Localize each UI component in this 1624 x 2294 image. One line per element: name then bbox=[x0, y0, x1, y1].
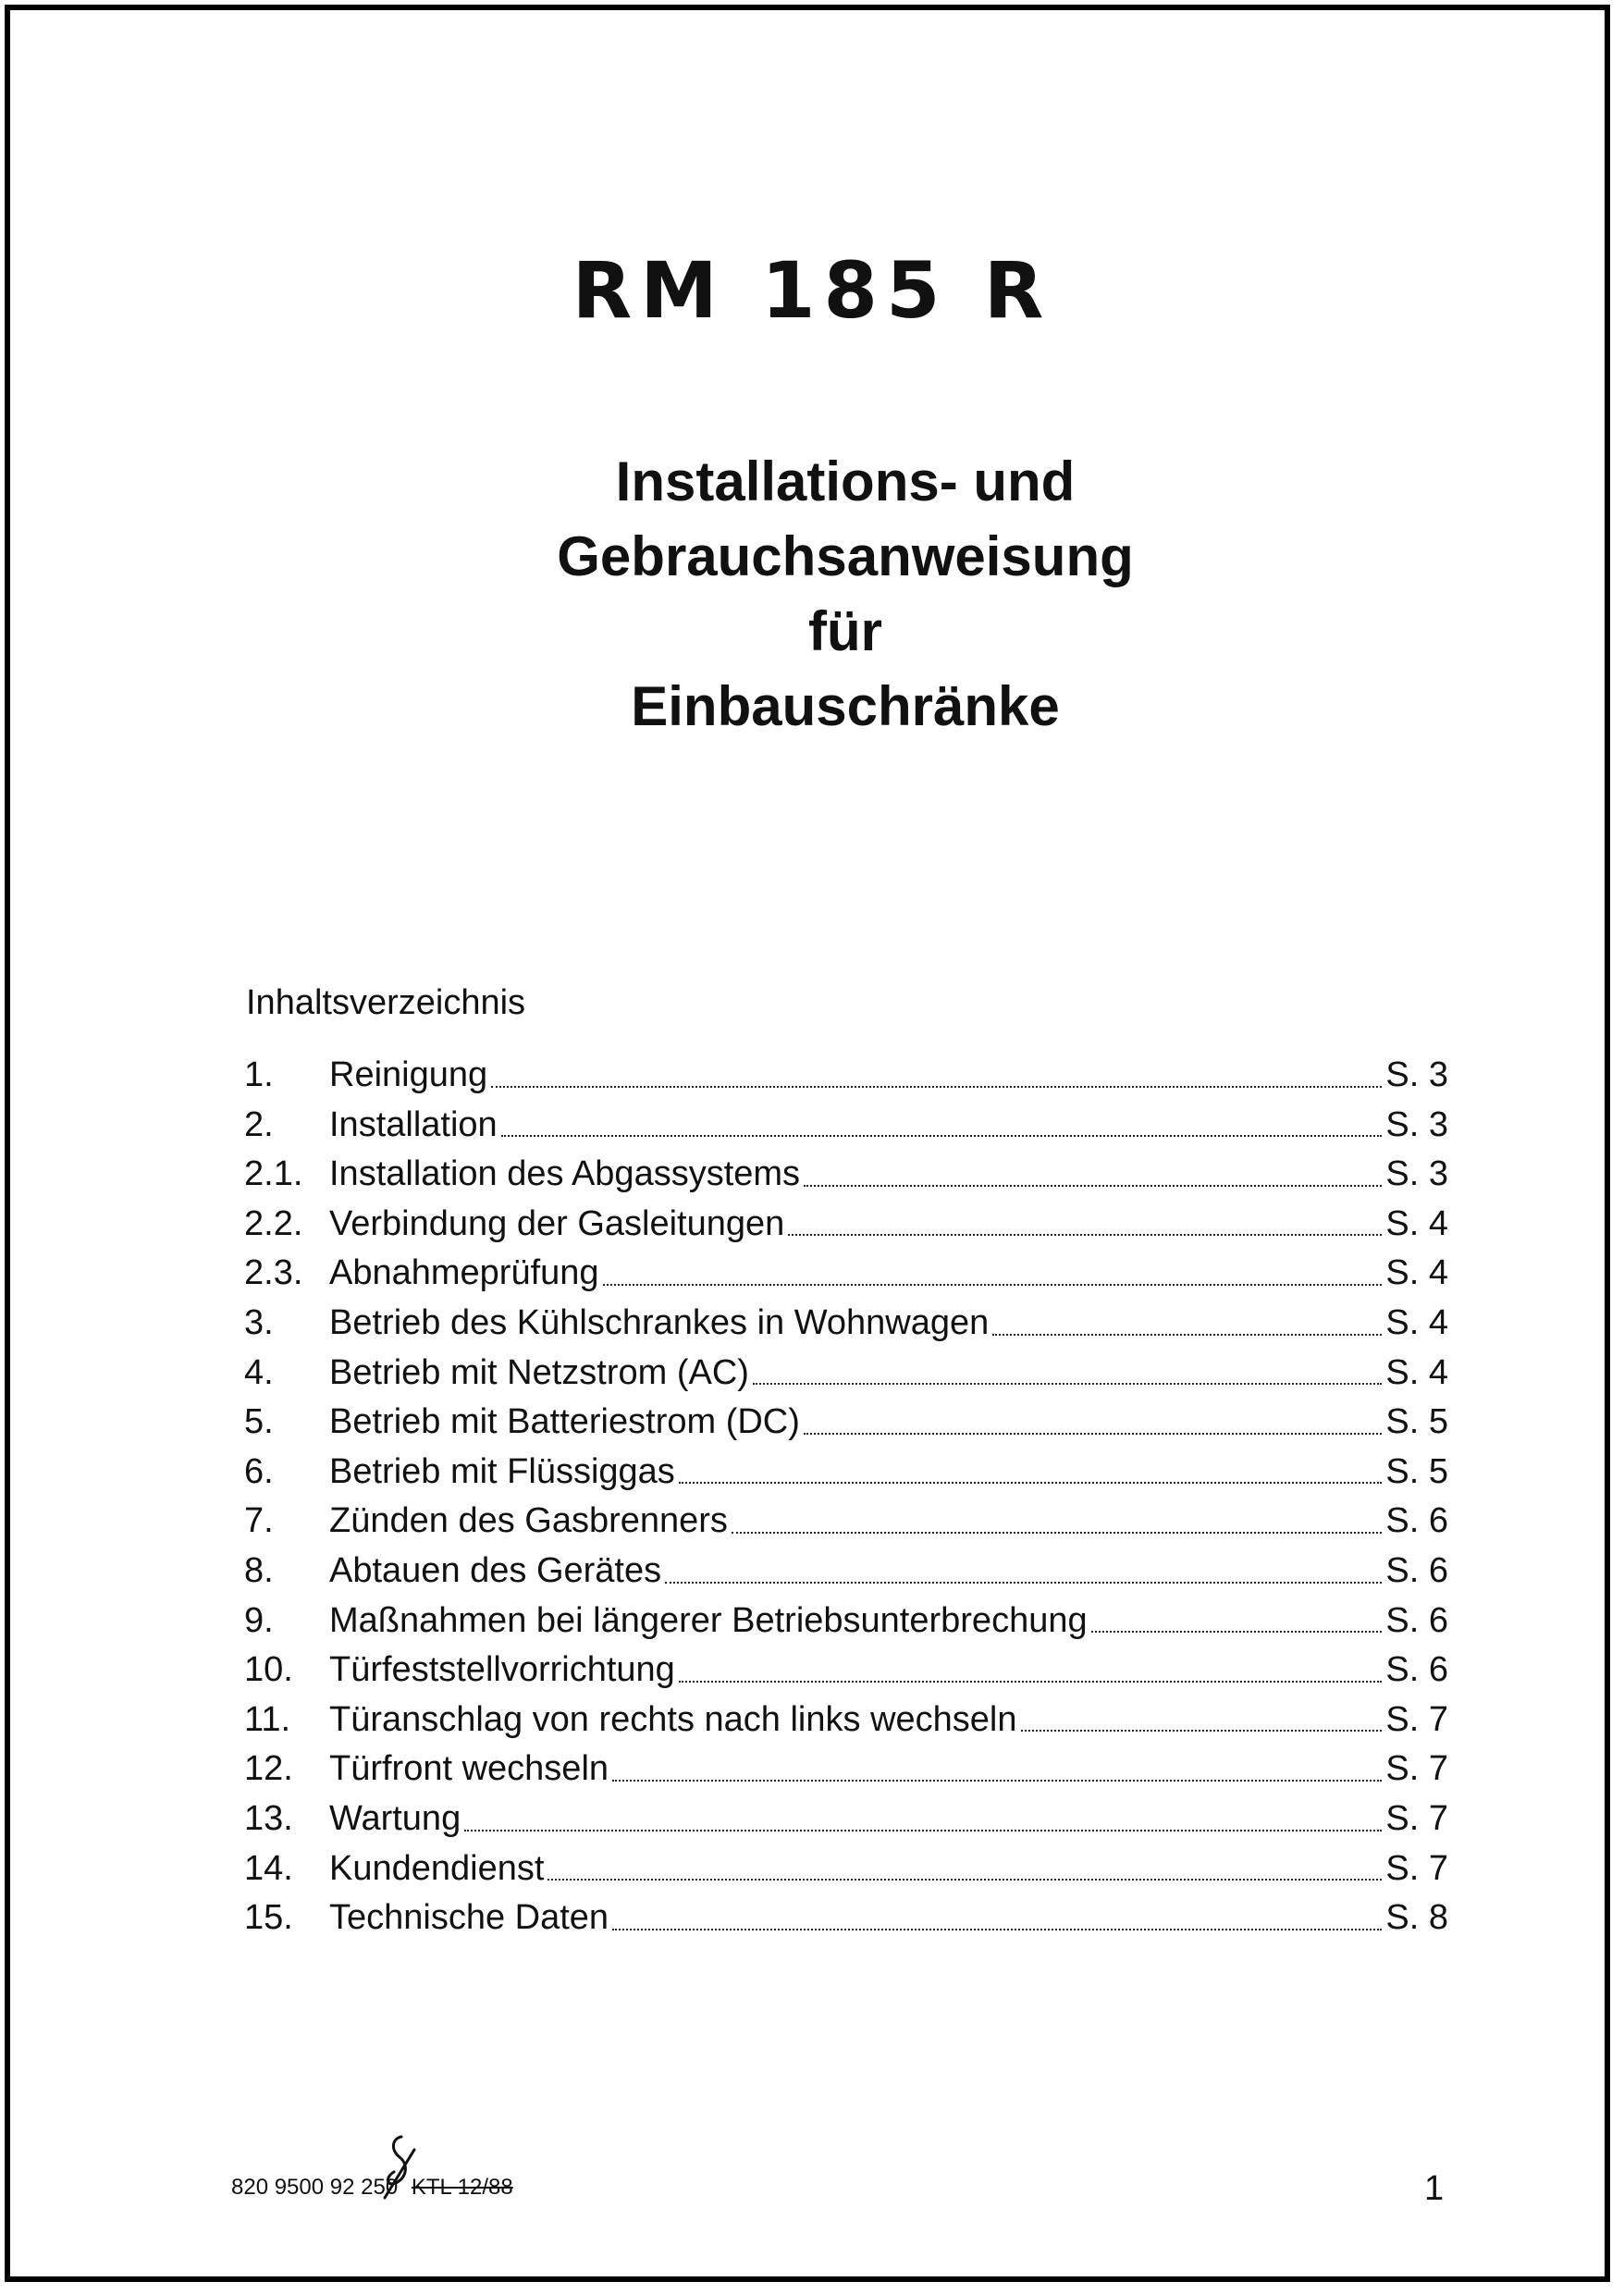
toc-entry bbox=[228, 1200, 1448, 1250]
toc-entry bbox=[228, 1299, 1448, 1349]
toc-entry-page: S. 6 bbox=[1385, 1650, 1448, 1690]
toc-dot-leader bbox=[1091, 1630, 1383, 1633]
page-number: 1 bbox=[1424, 2169, 1445, 2208]
toc-entry-title: Wartung bbox=[329, 1798, 461, 1838]
toc-entry-title: Installation bbox=[329, 1104, 498, 1144]
toc-entry-number-text: 10. bbox=[244, 1650, 293, 1690]
model-title: RM 185 R bbox=[572, 245, 1052, 336]
toc-entry bbox=[228, 1349, 1448, 1399]
document-footer-code bbox=[231, 2177, 513, 2199]
toc-entry-number-text: 7. bbox=[244, 1501, 274, 1541]
toc-entry-page: S. 4 bbox=[1385, 1352, 1448, 1392]
toc-entry-number-text: 9. bbox=[244, 1600, 274, 1640]
toc-entry-number bbox=[228, 1844, 329, 1894]
toc-entry-number bbox=[228, 1150, 329, 1200]
toc-entry-title: Türanschlag von rechts nach links wechseln bbox=[329, 1699, 1017, 1739]
toc-entry-page: S. 6 bbox=[1385, 1550, 1448, 1590]
toc-entry-number-text: 6. bbox=[244, 1451, 274, 1491]
toc-entry-page: S. 4 bbox=[1385, 1302, 1448, 1342]
toc-entry-page: S. 5 bbox=[1385, 1402, 1448, 1442]
toc-entry bbox=[228, 1547, 1448, 1597]
toc-entry bbox=[228, 1497, 1448, 1547]
toc-entry-number bbox=[228, 1794, 329, 1844]
toc-entry-number-text: 15. bbox=[244, 1898, 293, 1938]
toc-entry-number bbox=[228, 1696, 329, 1745]
toc-entry bbox=[228, 1696, 1448, 1745]
toc-entry bbox=[228, 1249, 1448, 1299]
toc-dot-leader bbox=[804, 1184, 1382, 1187]
toc-dot-leader bbox=[753, 1382, 1382, 1385]
toc-dot-leader bbox=[603, 1283, 1383, 1286]
toc-entry-number bbox=[228, 1646, 329, 1696]
toc-entry-number-text: 11. bbox=[244, 1699, 291, 1739]
subtitle-line-2: Gebrauchsanweisung bbox=[557, 525, 1134, 587]
toc-entry bbox=[228, 1448, 1448, 1498]
toc-dot-leader bbox=[665, 1581, 1382, 1584]
toc-entry bbox=[228, 1597, 1448, 1646]
toc-dot-leader bbox=[464, 1829, 1382, 1832]
toc-entry-number bbox=[228, 1448, 329, 1498]
toc-entry bbox=[228, 1150, 1448, 1200]
toc-entry-title: Abnahmeprüfung bbox=[329, 1253, 599, 1293]
struck-revision-code: KTL 12/88 bbox=[411, 2175, 513, 2200]
document-subtitle bbox=[0, 444, 1624, 744]
subtitle-line-3: für bbox=[808, 600, 882, 662]
toc-dot-leader bbox=[1021, 1729, 1383, 1732]
toc-entry bbox=[228, 1794, 1448, 1844]
toc-entry-title: Abtauen des Gerätes bbox=[329, 1550, 662, 1590]
toc-entry-page: S. 7 bbox=[1385, 1798, 1448, 1838]
toc-dot-leader bbox=[612, 1928, 1382, 1930]
toc-entry-number-text: 2.2. bbox=[244, 1203, 303, 1243]
toc-entry-number bbox=[228, 1597, 329, 1646]
toc-entry bbox=[228, 1745, 1448, 1794]
toc-entry-number-text: 2. bbox=[244, 1104, 274, 1144]
toc-dot-leader bbox=[679, 1481, 1383, 1484]
toc-entry bbox=[228, 1646, 1448, 1696]
toc-entry-number bbox=[228, 1349, 329, 1399]
toc-entry-number bbox=[228, 1101, 329, 1151]
toc-dot-leader bbox=[501, 1134, 1383, 1137]
toc-entry-page: S. 5 bbox=[1385, 1451, 1448, 1491]
toc-entry-title: Technische Daten bbox=[329, 1898, 609, 1938]
toc-entry-page: S. 7 bbox=[1385, 1699, 1448, 1739]
toc-entry-page: S. 4 bbox=[1385, 1203, 1448, 1243]
toc-dot-leader bbox=[491, 1085, 1382, 1088]
toc-heading: Inhaltsverzeichnis bbox=[246, 983, 526, 1022]
toc-entry-title: Betrieb mit Netzstrom (AC) bbox=[329, 1352, 749, 1392]
toc-entry-page: S. 4 bbox=[1385, 1253, 1448, 1293]
toc-entry-number bbox=[228, 1051, 329, 1101]
toc-entry-page: S. 6 bbox=[1385, 1501, 1448, 1541]
toc-entry-number-text: 2.3. bbox=[244, 1253, 303, 1293]
toc-entry-page: S. 7 bbox=[1385, 1749, 1448, 1789]
toc-entry-title: Türfeststellvorrichtung bbox=[329, 1650, 675, 1690]
toc-entry-title: Betrieb mit Flüssiggas bbox=[329, 1451, 675, 1491]
toc-entry-number-text: 8. bbox=[244, 1550, 274, 1590]
toc-dot-leader bbox=[732, 1531, 1382, 1534]
toc-entry-number bbox=[228, 1745, 329, 1794]
toc-entry-number-text: 13. bbox=[244, 1798, 293, 1838]
toc-entry-title: Installation des Abgassystems bbox=[329, 1154, 801, 1194]
toc-entry-page: S. 8 bbox=[1385, 1898, 1448, 1938]
toc-entry-page: S. 3 bbox=[1385, 1154, 1448, 1194]
toc-entry bbox=[228, 1893, 1448, 1943]
subtitle-line-4: Einbauschränke bbox=[631, 675, 1060, 737]
toc-dot-leader bbox=[992, 1333, 1382, 1336]
toc-dot-leader bbox=[547, 1878, 1382, 1881]
toc-entry-number-text: 4. bbox=[244, 1352, 274, 1392]
toc-entry bbox=[228, 1398, 1448, 1448]
toc-entry-number bbox=[228, 1893, 329, 1943]
subtitle-line-1: Installations- und bbox=[615, 450, 1076, 512]
toc-dot-leader bbox=[804, 1432, 1383, 1435]
toc-dot-leader bbox=[679, 1680, 1383, 1683]
toc-entry-number bbox=[228, 1299, 329, 1349]
toc-entry-title: Zünden des Gasbrenners bbox=[329, 1501, 728, 1541]
toc-entry-number bbox=[228, 1200, 329, 1250]
toc-dot-leader bbox=[612, 1779, 1382, 1782]
toc-entry-number bbox=[228, 1249, 329, 1299]
toc-entry-number bbox=[228, 1547, 329, 1597]
toc-entry-number bbox=[228, 1398, 329, 1448]
toc-entry-number-text: 5. bbox=[244, 1402, 274, 1442]
document-code: 820 9500 92 250 bbox=[231, 2175, 399, 2200]
toc-entry-title: Kundendienst bbox=[329, 1848, 545, 1888]
toc-entry-title: Betrieb des Kühlschrankes in Wohnwagen bbox=[329, 1302, 990, 1342]
toc-entry-title: Reinigung bbox=[329, 1055, 488, 1094]
toc-entry-title: Maßnahmen bei längerer Betriebsunterbrechung bbox=[329, 1600, 1088, 1640]
toc-entry-number bbox=[228, 1497, 329, 1547]
toc-entry-page: S. 7 bbox=[1385, 1848, 1448, 1888]
toc-entry-number-text: 2.1. bbox=[244, 1154, 303, 1194]
toc-entry-number-text: 1. bbox=[244, 1055, 274, 1094]
toc-entry-page: S. 6 bbox=[1385, 1600, 1448, 1640]
table-of-contents bbox=[228, 1051, 1448, 1943]
toc-entry-number-text: 14. bbox=[244, 1848, 293, 1888]
toc-dot-leader bbox=[788, 1233, 1382, 1236]
toc-entry-number-text: 12. bbox=[244, 1749, 293, 1789]
toc-entry-page: S. 3 bbox=[1385, 1055, 1448, 1094]
toc-entry-title: Türfront wechseln bbox=[329, 1749, 609, 1789]
toc-entry-page: S. 3 bbox=[1385, 1104, 1448, 1144]
toc-entry bbox=[228, 1844, 1448, 1894]
toc-entry bbox=[228, 1101, 1448, 1151]
toc-entry-title: Verbindung der Gasleitungen bbox=[329, 1203, 785, 1243]
toc-entry-title: Betrieb mit Batteriestrom (DC) bbox=[329, 1402, 800, 1442]
toc-entry bbox=[228, 1051, 1448, 1101]
toc-entry-number-text: 3. bbox=[244, 1302, 274, 1342]
